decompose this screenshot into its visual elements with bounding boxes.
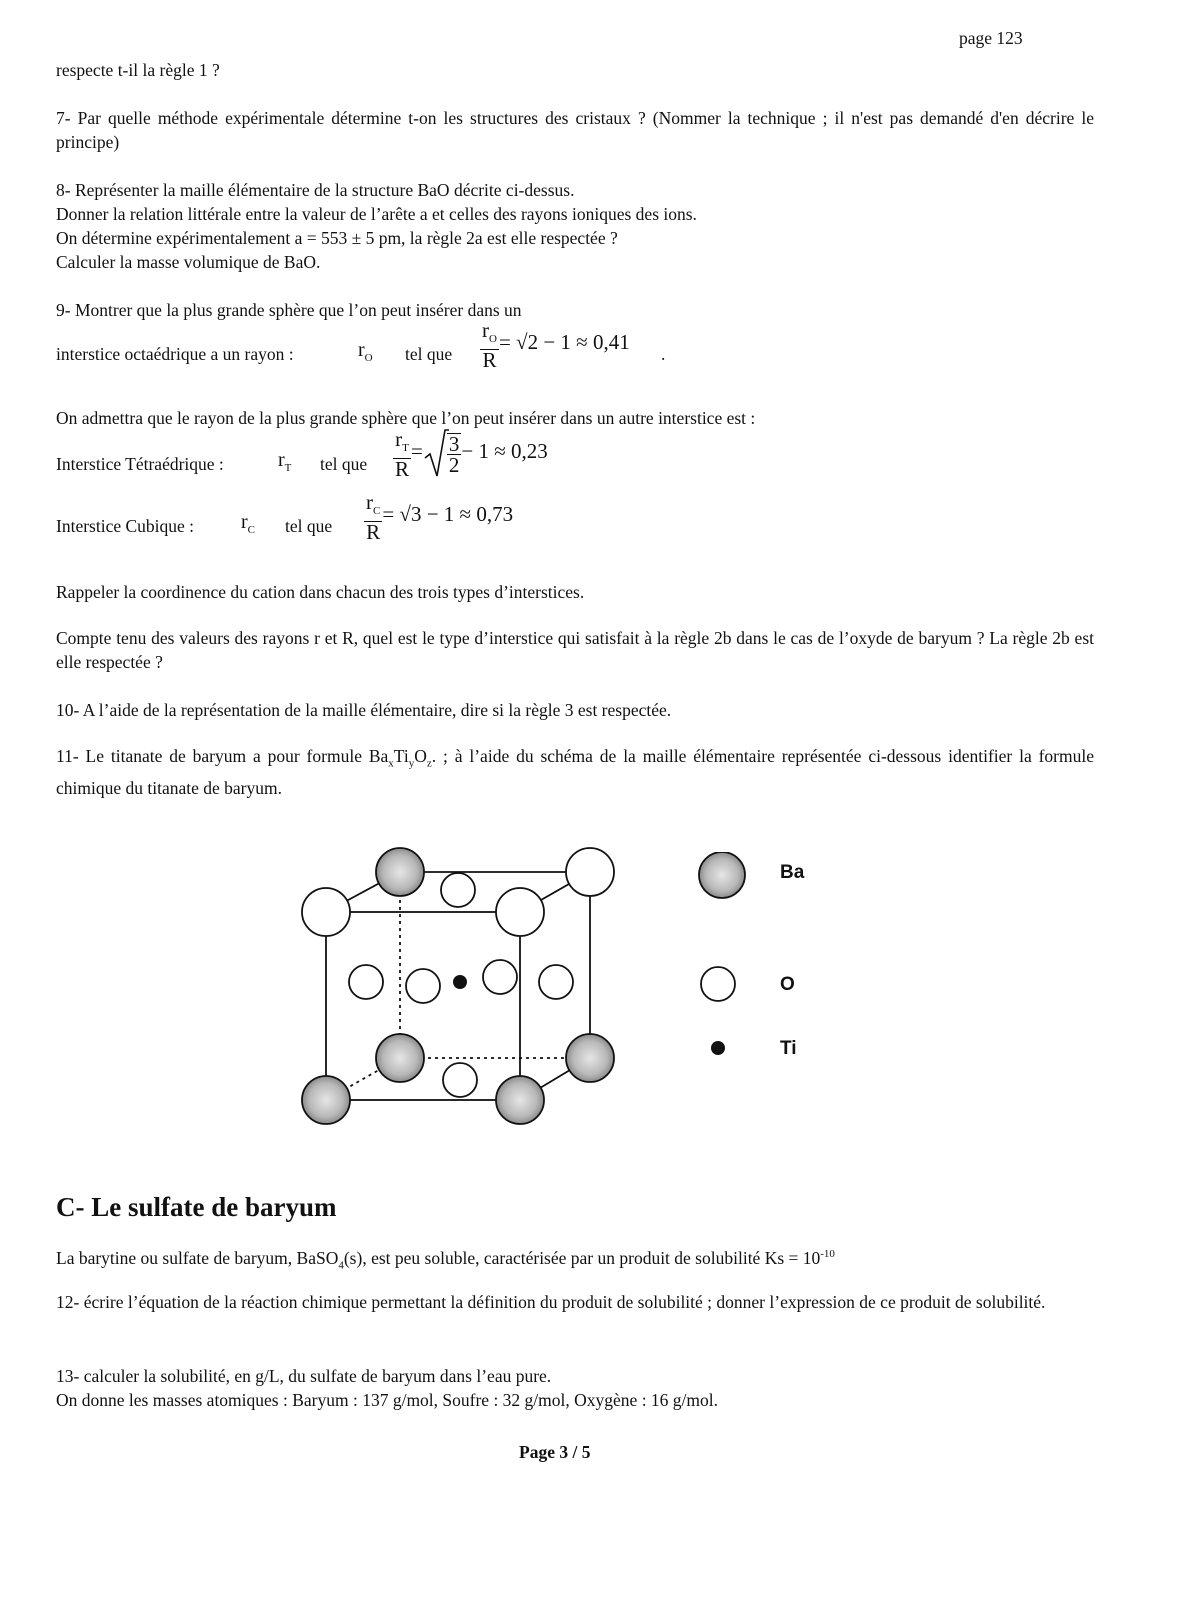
tetrahedral-radius-symbol: $r_T$ — [278, 449, 292, 474]
tetrahedral-label: Interstice Tétraédrique : — [56, 454, 224, 474]
oxygen-atom-left — [349, 965, 383, 999]
legend-ti-icon — [711, 1041, 725, 1055]
cubic-telque: tel que — [285, 516, 333, 536]
legend-symbols — [695, 852, 755, 1072]
octahedral-label: interstice octaédrique a un rayon : — [56, 344, 294, 364]
legend-o-label: O — [780, 974, 795, 995]
barium-atom-back-top-left — [376, 848, 424, 896]
cubic-radius-symbol: $r_C$ — [241, 511, 256, 536]
oxygen-atom-top — [441, 873, 475, 907]
cubic-formula: $\frac{r_C}{R}$ = √3 − 1 ≈ 0,73 — [366, 490, 514, 545]
question-9-line1: 9- Montrer que la plus grande sphère que l’on peut insérer dans un — [56, 300, 522, 320]
oxygen-atom-right — [539, 965, 573, 999]
rappel-line: Rappeler la coordinence du cation dans chacun des trois types d’interstices. — [56, 582, 585, 602]
question-10: 10- A l’aide de la représentation de la maille élémentaire, dire si la règle 3 est respectée. — [56, 700, 672, 720]
compte-tenu-text: Compte tenu des valeurs des rayons r et R, quel est le type d’interstice qui satisfait à la règle 2b dans le cas de l’oxyde de baryum ? La règle 2b est elle respectée ? — [56, 628, 1094, 672]
legend-o-icon — [701, 967, 735, 1001]
question-8-line3: On détermine expérimentalement a = 553 ± 5 pm, la règle 2a est elle respectée ? — [56, 228, 618, 248]
barium-atom-back-bottom-right — [566, 1034, 614, 1082]
octahedral-radius-symbol: $r_O$ — [358, 339, 373, 364]
legend-ba-icon — [699, 852, 745, 898]
unit-cell-diagram — [280, 830, 670, 1150]
question-13-line1: 13- calculer la solubilité, en g/L, du sulfate de baryum dans l’eau pure. — [56, 1366, 552, 1386]
section-c-heading: C- Le sulfate de baryum — [56, 1192, 337, 1222]
sqrt-sign-icon — [423, 428, 449, 480]
octahedral-telque: tel que — [405, 344, 453, 364]
cubic-label: Interstice Cubique : — [56, 516, 195, 536]
page-footer: Page 3 / 5 — [519, 1442, 591, 1462]
barium-atom-front-bottom-left — [302, 1076, 350, 1124]
admit-line: On admettra que le rayon de la plus grande sphère que l’on peut insérer dans un autre interstice est : — [56, 408, 756, 428]
legend-ba-label: Ba — [780, 862, 805, 883]
question-12: 12- écrire l’équation de la réaction chimique permettant la définition du produit de solubilité ; donner l’expression de ce produit de solubilité. — [56, 1292, 1046, 1312]
legend-ti-label: Ti — [780, 1038, 797, 1059]
barium-atom-front-bottom-right — [496, 1076, 544, 1124]
question-8-line4: Calculer la masse volumique de BaO. — [56, 252, 321, 272]
page-header: page 123 — [959, 28, 1023, 48]
question-11: 11- Le titanate de baryum a pour formule $Ba_xTi_yO_z$. ; à l’aide du schéma de la maille élémentaire représentée ci-dessous identifier la formule chimique du titanate de baryum. — [56, 746, 1095, 798]
barium-atom-back-bottom-left — [376, 1034, 424, 1082]
section-c-intro: La barytine ou sulfate de baryum, BaSO$_4$(s), est peu soluble, caractérisée par un produit de solubilité $Ks = 10^{-10}$ — [56, 1247, 835, 1272]
question-8-line1: 8- Représenter la maille élémentaire de la structure BaO décrite ci-dessus. — [56, 180, 575, 200]
barium-atom-front-top-right — [496, 888, 544, 936]
question-13-line2: On donne les masses atomiques : Baryum : 137 g/mol, Soufre : 32 g/mol, Oxygène : 16 g/mol. — [56, 1390, 719, 1410]
question-7: 7- Par quelle méthode expérimentale détermine t-on les structures des cristaux ? (Nommer la technique ; il n'est pas demandé d'en décrire le principe) — [56, 108, 1094, 152]
line-rule1: respecte t-il la règle 1 ? — [56, 60, 220, 80]
oxygen-atom-front — [406, 969, 440, 1003]
question-8-line2: Donner la relation littérale entre la valeur de l’arête a et celles des rayons ioniques des ions. — [56, 204, 697, 224]
oxygen-atom-bottom — [443, 1063, 477, 1097]
titanium-atom — [453, 975, 467, 989]
barium-atom-front-top-left — [302, 888, 350, 936]
oxygen-atom-back — [483, 960, 517, 994]
octahedral-dot: . — [661, 344, 666, 364]
front-face — [326, 912, 520, 1100]
barium-atom-back-top-right — [566, 848, 614, 896]
tetrahedral-formula: $\frac{r_T}{R}$ = $\frac{3}{2}$ − 1 ≈ 0,23 — [395, 426, 548, 482]
octahedral-formula: $\frac{r_O}{R}$ = √2 − 1 ≈ 0,41 — [482, 318, 630, 373]
tetrahedral-telque: tel que — [320, 454, 368, 474]
